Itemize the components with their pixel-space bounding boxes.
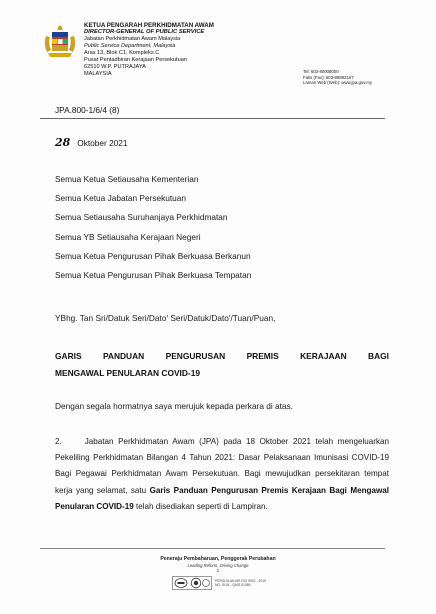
- header-divider: [40, 118, 385, 119]
- paragraph-text: telah disediakan seperti di Lampiran.: [135, 501, 268, 511]
- cert-line: PERSIJILAN MS ISO 9001 : 2015: [215, 579, 267, 583]
- recipient-item: Semua Ketua Jabatan Persekutuan: [55, 193, 186, 204]
- letterhead-address-line: 62510 W.P. PUTRAJAYA: [84, 64, 146, 70]
- letterhead-title-ms: KETUA PENGARAH PERKHIDMATAN AWAM: [84, 22, 214, 29]
- letterhead-title-en: DIRECTOR-GENERAL OF PUBLIC SERVICE: [84, 29, 205, 35]
- letterhead-address-line: Aras 13, Blok C1, Kompleks C: [84, 50, 160, 56]
- letterhead-address-line: MALAYSIA: [84, 71, 112, 77]
- paragraph-number: 2.: [55, 437, 62, 446]
- malaysia-coat-of-arms-icon: [40, 22, 80, 60]
- paragraph-text: Jabatan Perkhidmatan Awam (JPA) pada 18 Oktober 2021 telah mengeluarkan Pekeliling Perkhidmatan Bilangan 4 Tahun 2021: Dasar Pelaksanaan Imunisasi COVID-19 Bagi Pegawai Perkhidmatan Awam Persekutuan. Bagi mewujudkan persekitaran tempat kerja yang selamat, satu: [55, 437, 389, 495]
- page-number: 1: [216, 569, 220, 574]
- certification-text: [215, 579, 266, 588]
- recipient-list: [55, 170, 251, 285]
- reference-number: JPA.800-1/6/4 (8): [55, 105, 120, 115]
- cert-line: NO. SIJIL : QMS 01384: [215, 583, 251, 588]
- letterhead-dept-ms: Jabatan Perkhidmatan Awam Malaysia: [84, 36, 181, 42]
- paragraph-2: [55, 434, 389, 515]
- contact-block: [303, 69, 372, 86]
- recipient-item: Semua Ketua Pengurusan Pihak Berkuasa Berkanun: [55, 250, 251, 261]
- recipient-item: Semua Setiausaha Suruhanjaya Perkhidmatan: [55, 212, 228, 223]
- footer-motto: Peneraju Pembaharuan, Penggerak Perubahan: [160, 556, 276, 562]
- letterhead-block: [84, 22, 284, 78]
- subject-heading: [55, 348, 389, 382]
- guideline-title-bold: Garis Panduan Pengurusan Premis Kerajaan Bagi Mengawal Penularan COVID-19: [55, 485, 390, 511]
- subject-line: GARIS PANDUAN PENGURUSAN PREMIS KERAJAAN BAGI: [55, 351, 389, 361]
- recipient-item: Semua Ketua Pengurusan Pihak Berkuasa Tempatan: [55, 270, 252, 281]
- letter-date: [55, 136, 128, 149]
- website-link[interactable]: Laman Web (Web): www.jpa.gov.my: [303, 80, 373, 85]
- letterhead-address-line: Pusat Pentadbiran Kerajaan Persekutuan: [84, 57, 187, 63]
- recipient-item: Semua YB Setiausaha Kerajaan Negeri: [55, 231, 201, 242]
- intro-paragraph: Dengan segala hormatnya saya merujuk kepada perkara di atas.: [55, 401, 293, 411]
- subject-line: MENGAWAL PENULARAN COVID-19: [55, 368, 201, 378]
- recipient-item: Semua Ketua Setiausaha Kementerian: [55, 174, 199, 184]
- date-day-handwritten: 28: [55, 136, 71, 149]
- letterhead-dept-en: Public Service Department, Malaysia: [84, 43, 176, 49]
- date-month-year: Oktober 2021: [77, 138, 128, 148]
- footer-divider: [40, 548, 385, 549]
- iso-certification-logos-icon: [172, 576, 212, 590]
- fax-number: Faks (Fax): 603-88892167: [303, 74, 354, 80]
- salutation: YBhg. Tan Sri/Datuk Seri/Dato' Seri/Datuk/Dato'/Tuan/Puan,: [55, 313, 276, 323]
- footer-motto-en: Leading Reform, Driving Change: [187, 563, 249, 568]
- phone-number: Tel: 603-80008000: [303, 69, 339, 74]
